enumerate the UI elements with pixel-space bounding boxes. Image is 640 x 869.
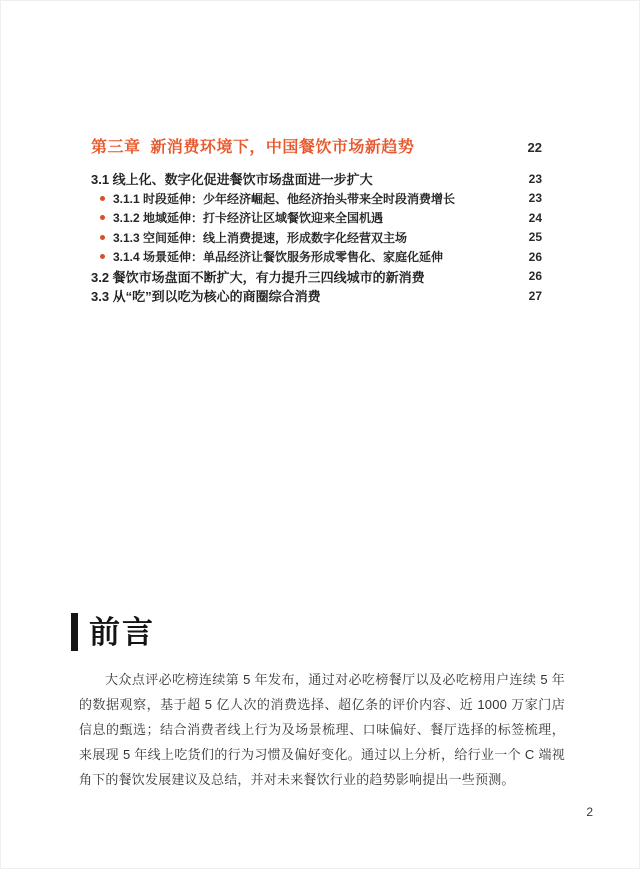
toc-entry-label: 3.1.4 场景延伸：单品经济让餐饮服务形成零售化、家庭化延伸: [113, 250, 444, 265]
toc-entry[interactable]: [91, 247, 542, 267]
toc-entry[interactable]: [91, 228, 542, 248]
page-number: 2: [586, 805, 593, 819]
toc-entry-left: [91, 190, 455, 207]
toc-entry[interactable]: [91, 267, 542, 287]
toc-chapter-page: 22: [527, 140, 542, 155]
toc-entry[interactable]: [91, 208, 542, 228]
toc-entry-left: [91, 286, 321, 305]
toc-entry-page: 23: [528, 191, 542, 206]
toc-entry[interactable]: [91, 189, 542, 209]
toc-entry-page: 25: [528, 230, 542, 245]
preface-title: 前言: [89, 614, 155, 650]
bullet-icon: [100, 215, 105, 220]
toc-entry-page: 24: [528, 210, 542, 225]
toc-entry-label: 3.1.3 空间延伸：线上消费提速，形成数字化经营双主场: [113, 230, 408, 245]
toc-entry-label: 3.3 从“吃”到以吃为核心的商圈综合消费: [91, 289, 321, 305]
bullet-icon: [100, 196, 105, 201]
toc-entry-left: [91, 169, 373, 188]
toc-entry-label: 3.1.2 地域延伸：打卡经济让区域餐饮迎来全国机遇: [113, 211, 384, 226]
toc-entry[interactable]: [91, 169, 542, 189]
preface-paragraph: 大众点评必吃榜连续第 5 年发布，通过对必吃榜餐厅以及必吃榜用户连续 5 年的数据观察，基于超 5 亿人次的消费选择、超亿条的评价内容、近 1000 万家门店信息的甄选；结合消费者线上行为及场景梳理、口味偏好、餐厅选择的标签梳理，来展现 5 年线上吃货们的行为习惯及偏好变化。通过以上分析，给行业一个 C 端视角下的餐饮发展建议及总结，并对未来餐饮行业的趋势影响提出一些预测。: [79, 672, 565, 787]
toc-entry-page: 23: [528, 171, 542, 186]
table-of-contents: [91, 134, 542, 306]
title-accent-bar: [71, 613, 78, 651]
bullet-icon: [100, 235, 105, 240]
toc-entry-page: 26: [528, 249, 542, 264]
toc-entry-list: [91, 169, 542, 306]
bullet-icon: [100, 254, 105, 259]
toc-entry-page: 26: [528, 269, 542, 284]
toc-chapter-label: 第三章 新消费环境下，中国餐饮市场新趋势: [91, 139, 415, 156]
toc-entry-page: 27: [528, 288, 542, 303]
toc-chapter-row[interactable]: [91, 134, 542, 157]
toc-entry[interactable]: [91, 286, 542, 306]
toc-entry-left: [91, 209, 383, 226]
toc-entry-label: 3.1.1 时段延伸：少年经济崛起、他经济抬头带来全时段消费增长: [113, 191, 456, 206]
preface-section: [71, 613, 565, 792]
toc-entry-label: 3.2 餐饮市场盘面不断扩大，有力提升三四线城市的新消费: [91, 269, 425, 285]
toc-entry-left: [91, 267, 425, 286]
toc-entry-label: 3.1 线上化、数字化促进餐饮市场盘面进一步扩大: [91, 172, 373, 188]
toc-entry-left: [91, 229, 407, 246]
preface-header: [71, 613, 565, 651]
toc-entry-left: [91, 248, 443, 265]
